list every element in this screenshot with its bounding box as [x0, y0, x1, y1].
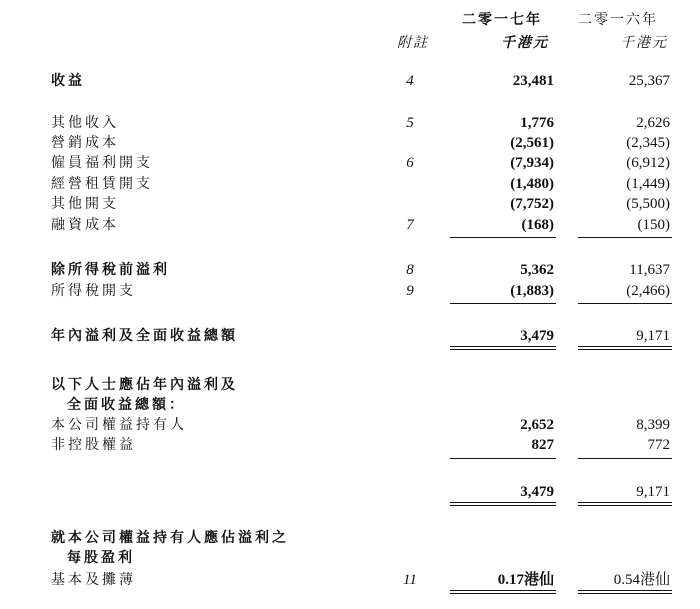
rule-total-2b-current	[450, 505, 556, 506]
row-other-exp-2017: (7,752)	[510, 196, 554, 212]
row-revenue-note: 4	[406, 73, 414, 89]
row-nci-label: 非控股權益	[51, 437, 136, 453]
row-revenue-label: 收益	[51, 73, 85, 89]
row-revenue-2017: 23,481	[512, 73, 554, 89]
row-profit-total-2017: 3,479	[520, 328, 554, 344]
row-eps-note: 11	[403, 572, 417, 588]
row-owners-2016: 8,399	[636, 417, 670, 433]
rule-subtotal-2-prior	[578, 303, 672, 304]
rule-total-1a-prior	[578, 346, 672, 347]
row-marketing-2016: (2,345)	[626, 135, 670, 151]
rule-subtotal-3-current	[450, 458, 556, 459]
header-year-current: 二零一七年	[462, 12, 542, 28]
header-year-prior: 二零一六年	[578, 12, 658, 28]
row-owners-label: 本公司權益持有人	[51, 417, 187, 433]
row-finance-note: 7	[406, 217, 414, 233]
rule-eps-b-prior	[578, 593, 672, 594]
row-lease-2017: (1,480)	[510, 176, 554, 192]
row-other-income-2017: 1,776	[520, 115, 554, 131]
eps-heading-line-1: 就本公司權益持有人應佔溢利之	[51, 530, 289, 546]
row-staff-note: 6	[406, 155, 414, 171]
row-staff-label: 僱員福利開支	[51, 155, 153, 171]
row-other-exp-2016: (5,500)	[626, 196, 670, 212]
row-pbt-label: 除所得稅前溢利	[51, 262, 170, 278]
row-tax-note: 9	[406, 283, 414, 299]
header-unit-current: 千港元	[501, 35, 549, 51]
row-profit-total-2016: 9,171	[636, 328, 670, 344]
row-eps-2017: 0.17港仙	[497, 572, 554, 588]
row-attrib-total-2017: 3,479	[520, 484, 554, 500]
rule-eps-a-current	[450, 590, 556, 591]
row-staff-2016: (6,912)	[626, 155, 670, 171]
row-finance-label: 融資成本	[51, 217, 119, 233]
row-eps-2016: 0.54港仙	[613, 572, 670, 588]
row-nci-2016: 772	[647, 437, 670, 453]
row-pbt-2017: 5,362	[520, 262, 554, 278]
row-attrib-total-2016: 9,171	[636, 484, 670, 500]
row-tax-2017: (1,883)	[510, 283, 554, 299]
rule-eps-b-current	[450, 593, 556, 594]
row-staff-2017: (7,934)	[510, 155, 554, 171]
rule-total-2a-current	[450, 502, 556, 503]
rule-subtotal-3-prior	[578, 458, 672, 459]
row-marketing-label: 營銷成本	[51, 135, 119, 151]
rule-total-1a-current	[450, 346, 556, 347]
row-finance-2017: (168)	[521, 217, 554, 233]
rule-eps-a-prior	[578, 590, 672, 591]
row-profit-total-label: 年內溢利及全面收益總額	[51, 328, 238, 344]
row-tax-2016: (2,466)	[626, 283, 670, 299]
row-nci-2017: 827	[531, 437, 554, 453]
rule-subtotal-1-current	[450, 237, 556, 238]
row-revenue-2016: 25,367	[628, 73, 670, 89]
rule-total-2a-prior	[578, 502, 672, 503]
rule-total-1b-current	[450, 349, 556, 350]
row-other-income-label: 其他收入	[51, 115, 119, 131]
row-lease-2016: (1,449)	[626, 176, 670, 192]
row-eps-label: 基本及攤薄	[51, 572, 136, 588]
row-lease-label: 經營租賃開支	[51, 176, 153, 192]
row-pbt-2016: 11,637	[629, 262, 670, 278]
row-other-exp-label: 其他開支	[51, 196, 119, 212]
row-tax-label: 所得稅開支	[51, 283, 136, 299]
rule-subtotal-2-current	[450, 303, 556, 304]
eps-heading-line-2: 每股盈利	[67, 550, 135, 566]
row-marketing-2017: (2,561)	[510, 135, 554, 151]
rule-subtotal-1-prior	[578, 237, 672, 238]
row-finance-2016: (150)	[637, 217, 670, 233]
header-note-col: 附註	[397, 35, 429, 51]
rule-total-2b-prior	[578, 505, 672, 506]
attrib-heading-line-1: 以下人士應佔年內溢利及	[51, 377, 238, 393]
row-pbt-note: 8	[406, 262, 414, 278]
header-unit-prior: 千港元	[620, 35, 668, 51]
rule-total-1b-prior	[578, 349, 672, 350]
row-owners-2017: 2,652	[520, 417, 554, 433]
row-other-income-2016: 2,626	[636, 115, 670, 131]
row-other-income-note: 5	[406, 115, 414, 131]
attrib-heading-line-2: 全面收益總額：	[67, 397, 186, 413]
